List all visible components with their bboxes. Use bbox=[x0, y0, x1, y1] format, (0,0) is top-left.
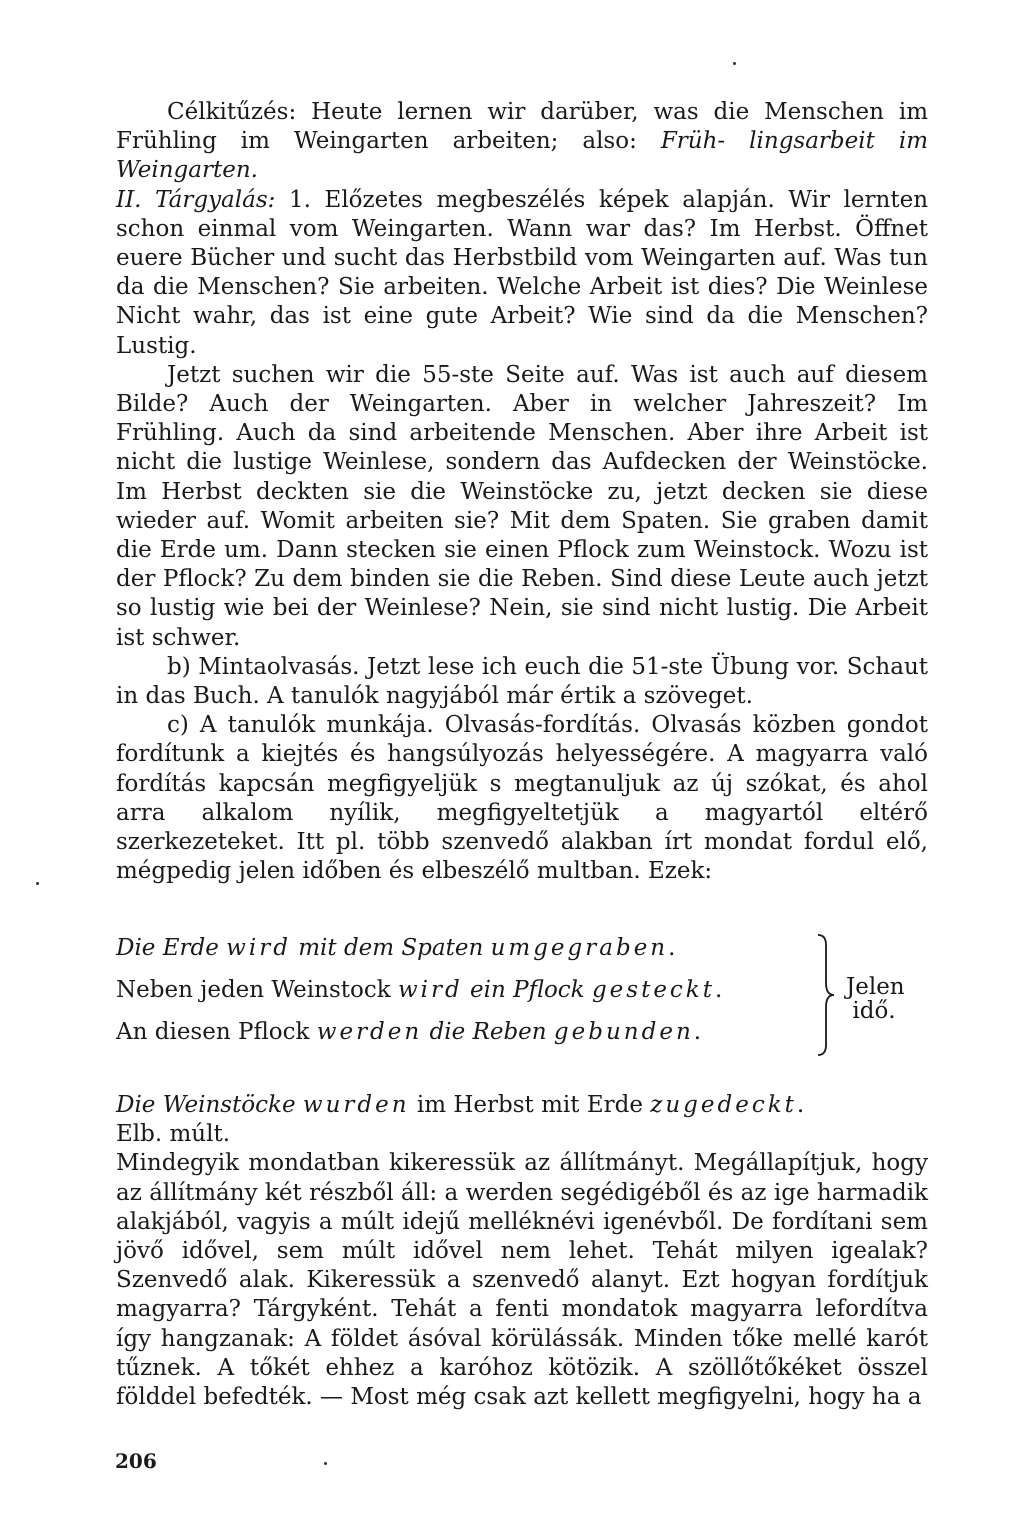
paragraph-jetzt: Jetzt suchen wir die 55-ste Seite auf. Was ist auch auf diesem Bilde? Auch der Weingarten. Aber in welcher Jahreszeit? Im Frühling. Auch da sind arbeitende Menschen. Aber ihre Arbeit ist nicht die lustige Weinlese, sondern das Aufdecken der Weinstöcke. Im Herbst deckten sie die Weinstöcke zu, jetzt decken sie diese wieder auf. Womit arbeiten sie? Mit dem Spaten. Sie graben damit die Erde um. Dann stecken sie einen Pflock zum Weinstock. Wozu ist der Pflock? Zu dem binden sie die Reben. Sind diese Leute auch jetzt so lustig wie bei der Weinlese? Nein, sie sind nicht lustig. Die Arbeit ist schwer. bbox=[116, 361, 928, 651]
paragraph-final: Mindegyik mondatban kikeressük az állítmányt. Megállapítjuk, hogy az állítmány két részből áll: a werden segédigéből és az ige harmadik alakjából, vagyis a múlt idejű melléknévi igenévből. De fordítani sem jövő idővel, sem múlt idővel nem lehet. Tehát milyen igealak? Szenvedő alak. Kikeressük a szenvedő alanyt. Ezt hogyan fordítjuk magyarra? Tárgyként. Tehát a fenti mondatok magyarra lefordítva így hangzanak: A földet ásóval körülássák. Minden tőke mellé karót tűznek. A tőkét ehhez a karóhoz kötözik. A szöllőtőkéket összel földdel befedték. — Most még csak azt kellett megfigyelni, hogy ha a bbox=[116, 1150, 928, 1411]
past-example: Die Weinstöcke wurden im Herbst mit Erde zugedeckt. bbox=[116, 1092, 805, 1118]
speck bbox=[36, 882, 39, 885]
paragraph-c: c) A tanulók munkája. Olvasás-fordítás. Olvasás közben gondot fordítunk a kiejtés és hangsúlyozás helyességére. A magyarra való fordítás kapcsán megfigyeljük s megtanuljuk az új szókat, és ahol arra alkalom nyílik, megfigyeltetjük a magyartól eltérő szerkezeteket. Itt pl. több szenvedő alakban írt mondat fordul elő, mégpedig jelen időben és elbeszélő multban. Ezek: bbox=[116, 712, 928, 885]
example-sentences bbox=[116, 935, 928, 1065]
right-brace-icon bbox=[814, 933, 838, 1057]
main-text bbox=[116, 98, 928, 886]
speck bbox=[733, 62, 736, 65]
past-label: Elb. múlt. bbox=[116, 1121, 231, 1148]
example-sentence-3: An diesen Pflock werden die Reben gebunden. bbox=[116, 1019, 702, 1045]
goal-line2: im Frühling im Weingarten arbeiten; also: bbox=[116, 99, 929, 155]
paragraph-b: b) Mintaolvasás. Jetzt lese ich euch die 51-ste Übung vor. Schaut in das Buch. A tanulók nagyjából már értik a szöveget. bbox=[116, 653, 928, 710]
present-tense-label: Jelen idő. bbox=[846, 974, 905, 1024]
section2-paragraph bbox=[116, 186, 928, 361]
section2-label: II. Tárgyalás: bbox=[116, 186, 276, 213]
page-number: 206 bbox=[115, 1449, 157, 1473]
speck bbox=[324, 1462, 327, 1465]
goal-line3-italic: lingsarbeit im Weingarten. bbox=[116, 128, 929, 184]
lower-text bbox=[116, 1091, 928, 1412]
example-sentence-1: Die Erde wird mit dem Spaten umgegraben. bbox=[116, 935, 676, 961]
example-sentence-2: Neben jeden Weinstock wird ein Pflock gesteckt. bbox=[116, 977, 723, 1003]
goal-paragraph bbox=[116, 98, 928, 186]
goal-label: Célkitűzés: bbox=[167, 99, 297, 125]
goal-line2-italic: Früh- bbox=[660, 128, 726, 155]
goal-line1: Heute lernen wir darüber, was die Menschen bbox=[311, 99, 884, 125]
section2-text: 1. Előzetes megbeszélés képek alapján. Wir lernten schon einmal vom Weingarten. Wann war das? Im Herbst. Öffnet euere Bücher und sucht das Herbstbild vom Weingarten auf. Was tun da die Menschen? Sie arbeiten. Welche Arbeit ist dies? Die Weinlese Nicht wahr, das ist eine gute Arbeit? Wie sind da die Menschen? Lustig. bbox=[116, 186, 929, 359]
